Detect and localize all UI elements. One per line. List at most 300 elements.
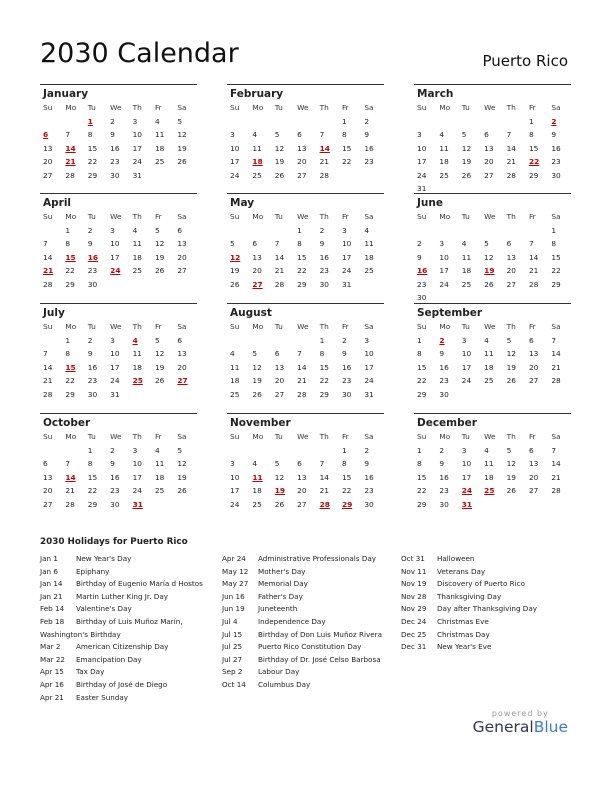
day-cell[interactable]: 24 — [439, 279, 449, 289]
day-cell[interactable]: 17 — [132, 143, 142, 153]
day-cell[interactable]: 15 — [551, 252, 561, 262]
day-cell[interactable]: 30 — [364, 499, 374, 509]
day-cell[interactable]: 13 — [297, 472, 307, 482]
day-cell[interactable]: 9 — [87, 239, 93, 248]
day-cell[interactable]: 12 — [461, 143, 472, 153]
day-cell[interactable]: 7 — [319, 130, 325, 139]
day-cell[interactable]: 11 — [252, 472, 263, 482]
day-cell[interactable]: 27 — [297, 170, 307, 180]
day-cell[interactable]: 27 — [484, 170, 494, 180]
day-cell[interactable]: 8 — [528, 130, 534, 139]
day-cell[interactable]: 9 — [319, 239, 325, 248]
day-cell[interactable]: 10 — [110, 239, 120, 248]
day-cell[interactable]: 18 — [154, 143, 165, 153]
day-cell[interactable]: 16 — [341, 362, 352, 372]
day-cell[interactable]: 11 — [252, 143, 262, 153]
day-cell[interactable]: 23 — [364, 486, 374, 495]
day-cell[interactable]: 21 — [65, 157, 76, 166]
day-cell[interactable]: 14 — [319, 472, 329, 482]
day-cell[interactable]: 1 — [551, 225, 557, 235]
day-cell[interactable]: 4 — [154, 116, 160, 126]
day-cell[interactable]: 25 — [230, 389, 240, 399]
day-cell[interactable]: 15 — [341, 472, 352, 482]
day-cell[interactable]: 6 — [43, 130, 49, 139]
day-cell[interactable]: 8 — [87, 130, 93, 139]
day-cell[interactable]: 6 — [274, 349, 280, 358]
day-cell[interactable]: 30 — [87, 389, 98, 399]
day-cell[interactable]: 18 — [252, 486, 262, 495]
day-cell[interactable]: 5 — [484, 239, 489, 248]
day-cell[interactable]: 9 — [439, 459, 445, 468]
day-cell[interactable]: 12 — [252, 362, 262, 372]
day-cell[interactable]: 30 — [551, 170, 561, 180]
day-cell[interactable]: 20 — [252, 266, 262, 275]
day-cell[interactable]: 13 — [177, 239, 187, 248]
day-cell[interactable]: 22 — [341, 157, 352, 166]
day-cell[interactable]: 17 — [364, 362, 374, 372]
day-cell[interactable]: 20 — [297, 486, 307, 495]
day-cell[interactable]: 2 — [87, 335, 93, 345]
day-cell[interactable]: 25 — [252, 499, 262, 509]
day-cell[interactable]: 9 — [551, 130, 557, 139]
day-cell[interactable]: 16 — [364, 143, 374, 153]
day-cell[interactable]: 14 — [528, 252, 539, 262]
day-cell[interactable]: 6 — [297, 459, 302, 468]
day-cell[interactable]: 7 — [65, 130, 71, 139]
day-cell[interactable]: 8 — [341, 130, 347, 139]
day-cell[interactable]: 4 — [252, 459, 258, 468]
day-cell[interactable]: 11 — [364, 239, 374, 248]
day-cell[interactable]: 20 — [177, 362, 187, 372]
day-cell[interactable]: 17 — [461, 472, 472, 482]
day-cell[interactable]: 12 — [506, 349, 516, 358]
day-cell[interactable]: 19 — [274, 486, 286, 495]
day-cell[interactable]: 22 — [417, 486, 427, 495]
day-cell[interactable]: 30 — [341, 389, 352, 399]
day-cell[interactable]: 10 — [230, 472, 240, 482]
day-cell[interactable]: 16 — [110, 472, 120, 482]
day-cell[interactable]: 22 — [87, 486, 98, 495]
day-cell[interactable]: 14 — [43, 362, 53, 372]
day-cell[interactable]: 3 — [110, 225, 115, 235]
day-cell[interactable]: 14 — [274, 252, 285, 262]
day-cell[interactable]: 7 — [43, 239, 48, 248]
day-cell[interactable]: 23 — [110, 486, 120, 495]
day-cell[interactable]: 18 — [154, 472, 165, 482]
day-cell[interactable]: 4 — [230, 349, 235, 358]
day-cell[interactable]: 19 — [177, 143, 187, 153]
day-cell[interactable]: 19 — [461, 157, 472, 166]
day-cell[interactable]: 22 — [65, 376, 75, 385]
day-cell[interactable]: 9 — [439, 349, 445, 358]
day-cell[interactable]: 22 — [319, 376, 329, 385]
day-cell[interactable]: 12 — [274, 472, 285, 482]
day-cell[interactable]: 12 — [274, 143, 285, 153]
day-cell[interactable]: 8 — [319, 349, 325, 358]
day-cell[interactable]: 14 — [297, 362, 307, 372]
day-cell[interactable]: 12 — [154, 239, 165, 248]
day-cell[interactable]: 4 — [439, 130, 445, 139]
day-cell[interactable]: 15 — [528, 143, 539, 153]
day-cell[interactable]: 25 — [439, 170, 449, 180]
day-cell[interactable]: 18 — [364, 252, 374, 262]
day-cell[interactable]: 12 — [177, 459, 187, 468]
day-cell[interactable]: 7 — [274, 239, 280, 248]
day-cell[interactable]: 20 — [274, 376, 285, 385]
day-cell[interactable]: 10 — [341, 239, 352, 248]
day-cell[interactable]: 5 — [230, 239, 235, 248]
day-cell[interactable]: 12 — [154, 349, 165, 358]
day-cell[interactable]: 7 — [65, 459, 71, 468]
day-cell[interactable]: 29 — [65, 389, 75, 399]
day-cell[interactable]: 14 — [65, 472, 76, 482]
day-cell[interactable]: 2 — [110, 445, 115, 455]
day-cell[interactable]: 13 — [252, 252, 262, 262]
day-cell[interactable]: 27 — [297, 499, 307, 509]
day-cell[interactable]: 19 — [154, 252, 165, 262]
day-cell[interactable]: 10 — [417, 143, 427, 153]
day-cell[interactable]: 24 — [341, 266, 352, 275]
day-cell[interactable]: 16 — [110, 143, 120, 153]
day-cell[interactable]: 12 — [177, 130, 187, 139]
day-cell[interactable]: 2 — [110, 116, 115, 126]
day-cell[interactable]: 23 — [341, 376, 352, 385]
day-cell[interactable]: 22 — [417, 376, 427, 385]
day-cell[interactable]: 1 — [87, 445, 93, 455]
day-cell[interactable]: 23 — [551, 157, 561, 166]
day-cell[interactable]: 3 — [461, 335, 467, 345]
day-cell[interactable]: 28 — [43, 389, 53, 399]
day-cell[interactable]: 8 — [417, 459, 422, 468]
day-cell[interactable]: 4 — [154, 445, 160, 455]
day-cell[interactable]: 13 — [297, 143, 307, 153]
day-cell[interactable]: 29 — [87, 170, 98, 180]
day-cell[interactable]: 26 — [252, 389, 262, 399]
day-cell[interactable]: 5 — [274, 459, 280, 468]
day-cell[interactable]: 27 — [528, 376, 539, 385]
day-cell[interactable]: 23 — [439, 486, 449, 495]
day-cell[interactable]: 27 — [252, 279, 263, 289]
day-cell[interactable]: 19 — [177, 472, 187, 482]
day-cell[interactable]: 15 — [297, 252, 307, 262]
day-cell[interactable]: 30 — [439, 389, 449, 399]
day-cell[interactable]: 9 — [364, 130, 370, 139]
day-cell[interactable]: 5 — [177, 445, 183, 455]
day-cell[interactable]: 29 — [297, 279, 307, 289]
day-cell[interactable]: 3 — [230, 130, 235, 139]
day-cell[interactable]: 24 — [461, 376, 472, 385]
day-cell[interactable]: 2 — [551, 116, 557, 126]
day-cell[interactable]: 16 — [319, 252, 329, 262]
day-cell[interactable]: 31 — [132, 170, 142, 180]
day-cell[interactable]: 3 — [461, 445, 467, 455]
day-cell[interactable]: 17 — [110, 252, 120, 262]
day-cell[interactable]: 11 — [439, 143, 449, 153]
day-cell[interactable]: 24 — [364, 376, 374, 385]
day-cell[interactable]: 11 — [484, 349, 494, 358]
day-cell[interactable]: 17 — [417, 157, 427, 166]
day-cell[interactable]: 25 — [484, 486, 495, 495]
day-cell[interactable]: 13 — [43, 472, 53, 482]
day-cell[interactable]: 12 — [230, 252, 241, 262]
day-cell[interactable]: 4 — [484, 335, 489, 345]
day-cell[interactable]: 31 — [364, 389, 374, 399]
day-cell[interactable]: 1 — [319, 335, 325, 345]
day-cell[interactable]: 6 — [177, 225, 183, 235]
day-cell[interactable]: 6 — [484, 130, 489, 139]
day-cell[interactable]: 27 — [177, 376, 188, 385]
day-cell[interactable]: 16 — [87, 362, 98, 372]
day-cell[interactable]: 21 — [274, 266, 285, 275]
day-cell[interactable]: 15 — [87, 472, 98, 482]
day-cell[interactable]: 21 — [506, 157, 516, 166]
day-cell[interactable]: 1 — [417, 445, 422, 455]
day-cell[interactable]: 25 — [154, 486, 165, 495]
day-cell[interactable]: 5 — [177, 116, 183, 126]
day-cell[interactable]: 12 — [484, 252, 494, 262]
day-cell[interactable]: 6 — [177, 335, 183, 345]
day-cell[interactable]: 7 — [319, 459, 325, 468]
day-cell[interactable]: 14 — [43, 252, 53, 262]
day-cell[interactable]: 28 — [319, 499, 330, 509]
day-cell[interactable]: 11 — [484, 459, 494, 468]
day-cell[interactable]: 13 — [43, 143, 53, 153]
day-cell[interactable]: 2 — [364, 445, 370, 455]
day-cell[interactable]: 1 — [87, 116, 93, 126]
day-cell[interactable]: 30 — [319, 279, 329, 289]
day-cell[interactable]: 31 — [132, 499, 143, 509]
day-cell[interactable]: 26 — [506, 486, 516, 495]
day-cell[interactable]: 27 — [177, 266, 187, 275]
day-cell[interactable]: 17 — [132, 472, 142, 482]
day-cell[interactable]: 5 — [154, 225, 160, 235]
day-cell[interactable]: 10 — [132, 459, 142, 468]
day-cell[interactable]: 24 — [132, 486, 142, 495]
day-cell[interactable]: 25 — [132, 376, 143, 385]
day-cell[interactable]: 21 — [551, 472, 561, 482]
day-cell[interactable]: 29 — [551, 279, 561, 289]
day-cell[interactable]: 26 — [230, 279, 240, 289]
day-cell[interactable]: 29 — [65, 279, 75, 289]
day-cell[interactable]: 22 — [65, 266, 75, 275]
day-cell[interactable]: 21 — [43, 266, 54, 275]
day-cell[interactable]: 6 — [43, 459, 48, 468]
day-cell[interactable]: 1 — [297, 225, 302, 235]
day-cell[interactable]: 1 — [65, 335, 71, 345]
day-cell[interactable]: 3 — [132, 116, 138, 126]
day-cell[interactable]: 7 — [43, 349, 48, 358]
day-cell[interactable]: 8 — [87, 459, 93, 468]
day-cell[interactable]: 14 — [551, 349, 561, 358]
day-cell[interactable]: 21 — [65, 486, 75, 495]
day-cell[interactable]: 21 — [551, 362, 561, 372]
day-cell[interactable]: 3 — [110, 335, 115, 345]
day-cell[interactable]: 29 — [319, 389, 329, 399]
day-cell[interactable]: 30 — [439, 499, 449, 509]
day-cell[interactable]: 9 — [341, 349, 347, 358]
day-cell[interactable]: 28 — [551, 376, 561, 385]
day-cell[interactable]: 8 — [65, 239, 71, 248]
day-cell[interactable]: 14 — [506, 143, 516, 153]
day-cell[interactable]: 15 — [65, 362, 76, 372]
day-cell[interactable]: 30 — [417, 293, 427, 302]
day-cell[interactable]: 30 — [87, 279, 98, 289]
day-cell[interactable]: 26 — [274, 499, 285, 509]
day-cell[interactable]: 20 — [506, 266, 516, 275]
day-cell[interactable]: 2 — [417, 239, 422, 248]
day-cell[interactable]: 23 — [319, 266, 329, 275]
day-cell[interactable]: 1 — [417, 335, 422, 345]
day-cell[interactable]: 4 — [364, 225, 370, 235]
day-cell[interactable]: 20 — [484, 157, 494, 166]
day-cell[interactable]: 21 — [319, 486, 329, 495]
day-cell[interactable]: 13 — [528, 349, 539, 358]
day-cell[interactable]: 25 — [132, 266, 142, 275]
day-cell[interactable]: 6 — [528, 335, 534, 345]
day-cell[interactable]: 1 — [528, 116, 534, 126]
day-cell[interactable]: 10 — [230, 143, 240, 153]
day-cell[interactable]: 29 — [528, 170, 539, 180]
day-cell[interactable]: 13 — [177, 349, 187, 358]
day-cell[interactable]: 26 — [506, 376, 516, 385]
day-cell[interactable]: 26 — [177, 486, 187, 495]
day-cell[interactable]: 9 — [364, 459, 370, 468]
day-cell[interactable]: 11 — [461, 252, 472, 262]
day-cell[interactable]: 18 — [439, 157, 449, 166]
day-cell[interactable]: 3 — [439, 239, 445, 248]
day-cell[interactable]: 13 — [506, 252, 516, 262]
day-cell[interactable]: 3 — [364, 335, 370, 345]
day-cell[interactable]: 18 — [132, 252, 142, 262]
day-cell[interactable]: 7 — [297, 349, 302, 358]
day-cell[interactable]: 4 — [461, 239, 467, 248]
day-cell[interactable]: 29 — [417, 499, 427, 509]
day-cell[interactable]: 20 — [177, 252, 187, 262]
day-cell[interactable]: 9 — [110, 130, 115, 139]
day-cell[interactable]: 28 — [506, 170, 516, 180]
day-cell[interactable]: 9 — [87, 349, 93, 358]
day-cell[interactable]: 27 — [274, 389, 285, 399]
day-cell[interactable]: 18 — [484, 472, 494, 482]
day-cell[interactable]: 28 — [65, 499, 75, 509]
day-cell[interactable]: 23 — [110, 157, 120, 166]
day-cell[interactable]: 2 — [439, 445, 445, 455]
day-cell[interactable]: 30 — [110, 499, 120, 509]
day-cell[interactable]: 18 — [132, 362, 142, 372]
day-cell[interactable]: 27 — [528, 486, 539, 495]
day-cell[interactable]: 5 — [252, 349, 258, 358]
day-cell[interactable]: 24 — [417, 170, 427, 180]
day-cell[interactable]: 8 — [297, 239, 302, 248]
day-cell[interactable]: 23 — [417, 279, 427, 289]
day-cell[interactable]: 31 — [417, 184, 427, 193]
day-cell[interactable]: 28 — [319, 170, 329, 180]
day-cell[interactable]: 1 — [341, 445, 347, 455]
day-cell[interactable]: 19 — [484, 266, 495, 275]
day-cell[interactable]: 22 — [551, 266, 561, 275]
day-cell[interactable]: 28 — [274, 279, 285, 289]
day-cell[interactable]: 23 — [364, 157, 374, 166]
day-cell[interactable]: 31 — [461, 499, 473, 509]
day-cell[interactable]: 20 — [297, 157, 307, 166]
day-cell[interactable]: 5 — [506, 335, 512, 345]
day-cell[interactable]: 28 — [297, 389, 307, 399]
day-cell[interactable]: 10 — [132, 130, 142, 139]
day-cell[interactable]: 27 — [43, 170, 53, 180]
day-cell[interactable]: 11 — [154, 459, 165, 468]
day-cell[interactable]: 17 — [110, 362, 120, 372]
day-cell[interactable]: 27 — [43, 499, 53, 509]
day-cell[interactable]: 29 — [87, 499, 98, 509]
day-cell[interactable]: 19 — [230, 266, 240, 275]
day-cell[interactable]: 28 — [528, 279, 539, 289]
day-cell[interactable]: 26 — [154, 266, 165, 275]
day-cell[interactable]: 13 — [528, 459, 539, 468]
day-cell[interactable]: 24 — [132, 157, 142, 166]
day-cell[interactable]: 26 — [154, 376, 165, 385]
day-cell[interactable]: 16 — [417, 266, 428, 275]
day-cell[interactable]: 25 — [484, 376, 494, 385]
day-cell[interactable]: 7 — [506, 130, 512, 139]
day-cell[interactable]: 26 — [274, 170, 285, 180]
day-cell[interactable]: 25 — [154, 157, 165, 166]
day-cell[interactable]: 15 — [65, 252, 76, 262]
day-cell[interactable]: 15 — [87, 143, 98, 153]
day-cell[interactable]: 16 — [551, 143, 561, 153]
day-cell[interactable]: 28 — [65, 170, 75, 180]
day-cell[interactable]: 22 — [297, 266, 307, 275]
day-cell[interactable]: 1 — [65, 225, 71, 235]
day-cell[interactable]: 24 — [230, 170, 240, 180]
day-cell[interactable]: 22 — [87, 157, 98, 166]
day-cell[interactable]: 19 — [506, 472, 516, 482]
day-cell[interactable]: 4 — [132, 225, 138, 235]
day-cell[interactable]: 24 — [230, 499, 240, 509]
day-cell[interactable]: 4 — [252, 130, 258, 139]
day-cell[interactable]: 16 — [364, 472, 374, 482]
day-cell[interactable]: 25 — [364, 266, 374, 275]
day-cell[interactable]: 12 — [506, 459, 516, 468]
day-cell[interactable]: 18 — [484, 362, 494, 372]
day-cell[interactable]: 17 — [461, 362, 472, 372]
day-cell[interactable]: 13 — [484, 143, 494, 153]
day-cell[interactable]: 26 — [484, 279, 494, 289]
day-cell[interactable]: 3 — [132, 445, 138, 455]
day-cell[interactable]: 19 — [154, 362, 165, 372]
day-cell[interactable]: 5 — [154, 335, 160, 345]
day-cell[interactable]: 14 — [65, 143, 76, 153]
day-cell[interactable]: 10 — [364, 349, 374, 358]
day-cell[interactable]: 8 — [551, 239, 557, 248]
day-cell[interactable]: 11 — [132, 239, 142, 248]
day-cell[interactable]: 23 — [439, 376, 449, 385]
day-cell[interactable]: 6 — [528, 445, 534, 455]
day-cell[interactable]: 10 — [439, 252, 449, 262]
day-cell[interactable]: 26 — [461, 170, 472, 180]
day-cell[interactable]: 26 — [177, 157, 187, 166]
day-cell[interactable]: 21 — [297, 376, 307, 385]
day-cell[interactable]: 31 — [110, 389, 120, 399]
day-cell[interactable]: 16 — [439, 362, 449, 372]
day-cell[interactable]: 20 — [43, 486, 53, 495]
day-cell[interactable]: 21 — [43, 376, 53, 385]
day-cell[interactable]: 17 — [439, 266, 449, 275]
day-cell[interactable]: 3 — [417, 130, 422, 139]
day-cell[interactable]: 11 — [132, 349, 142, 358]
day-cell[interactable]: 15 — [341, 143, 352, 153]
day-cell[interactable]: 14 — [319, 143, 330, 153]
day-cell[interactable]: 1 — [341, 116, 347, 126]
